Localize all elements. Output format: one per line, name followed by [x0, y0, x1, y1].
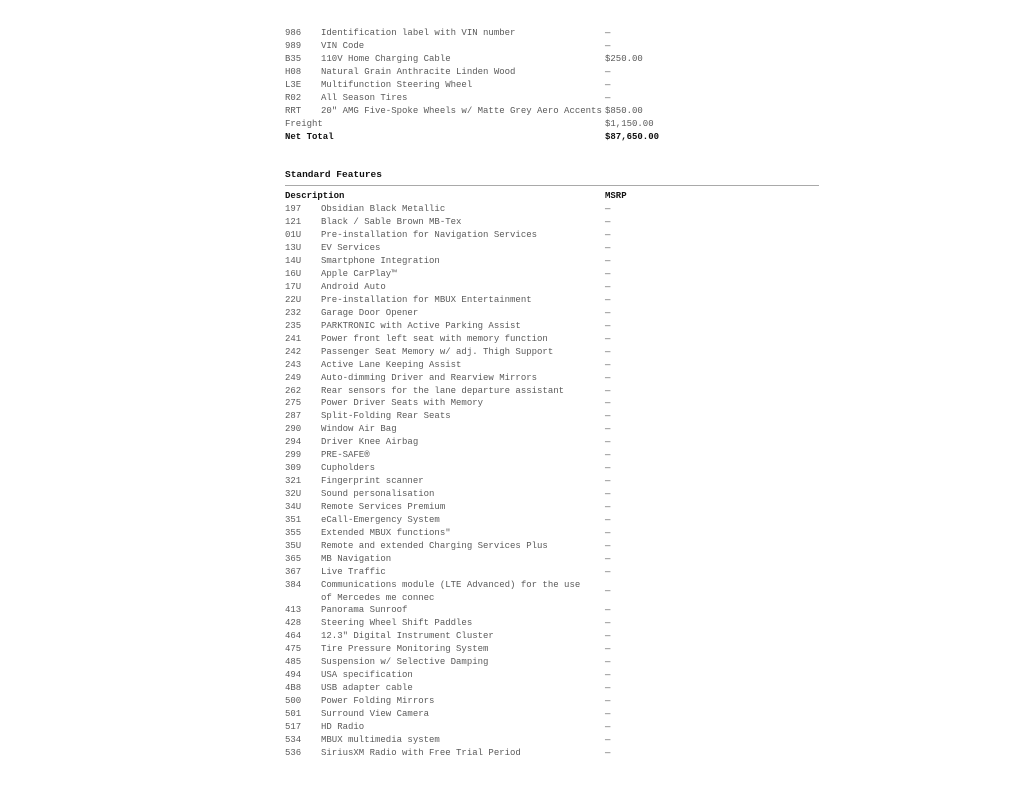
option-code: 34U: [285, 501, 302, 512]
option-msrp: —: [605, 398, 611, 409]
table-row: [285, 242, 819, 255]
table-row: [285, 488, 819, 501]
option-msrp: —: [605, 320, 611, 331]
option-description: USB adapter cable: [321, 683, 413, 694]
table-row: [285, 566, 819, 579]
column-header-description: Description: [285, 191, 345, 202]
option-code: RRT: [285, 105, 302, 116]
table-row: [285, 617, 819, 630]
option-msrp: —: [605, 269, 611, 280]
table-row: [285, 216, 819, 229]
table-row: [285, 475, 819, 488]
table-row: [285, 449, 819, 462]
option-description: Surround View Camera: [321, 708, 430, 719]
table-row: [285, 105, 819, 118]
option-msrp: —: [605, 657, 611, 668]
table-row: [285, 527, 819, 540]
option-msrp: —: [605, 79, 611, 90]
table-row: [285, 229, 819, 242]
option-code: 121: [285, 217, 302, 228]
option-description: Cupholders: [321, 463, 376, 474]
option-description: Power Driver Seats with Memory: [321, 398, 484, 409]
option-code: 986: [285, 28, 302, 38]
option-code: 428: [285, 618, 302, 629]
freight-value: $1,150.00: [605, 118, 654, 129]
option-description: Live Traffic: [321, 566, 386, 577]
option-description: Window Air Bag: [321, 424, 397, 435]
option-description: Passenger Seat Memory w/ adj. Thigh Support: [321, 346, 554, 357]
option-code: 475: [285, 644, 302, 655]
price-sheet: [285, 27, 819, 760]
table-row: [285, 630, 819, 643]
option-description: 110V Home Charging Cable: [321, 53, 451, 64]
option-description: Auto-dimming Driver and Rearview Mirrors: [321, 372, 538, 383]
option-msrp: —: [605, 333, 611, 344]
option-code: 355: [285, 527, 302, 538]
option-description: Sound personalisation: [321, 489, 435, 499]
option-code: 35U: [285, 540, 302, 551]
option-code: 290: [285, 424, 302, 435]
option-code: 14U: [285, 256, 302, 267]
option-msrp: —: [605, 708, 611, 719]
option-msrp: —: [605, 463, 611, 474]
table-row: [285, 92, 819, 105]
option-description: Garage Door Opener: [321, 307, 419, 318]
option-msrp: —: [605, 372, 611, 383]
option-msrp: $250.00: [605, 53, 643, 64]
option-description: MBUX multimedia system: [321, 734, 440, 745]
option-description: HD Radio: [321, 721, 365, 732]
option-code: 351: [285, 514, 302, 525]
option-code: L3E: [285, 79, 302, 90]
table-row: [285, 462, 819, 475]
option-description: Fingerprint scanner: [321, 476, 424, 487]
option-description: Smartphone Integration: [321, 256, 440, 267]
table-row: [285, 320, 819, 333]
table-row: [285, 553, 819, 566]
option-description: 12.3" Digital Instrument Cluster: [321, 631, 494, 642]
option-msrp: —: [605, 683, 611, 694]
option-code: 485: [285, 657, 302, 668]
option-description: Pre-installation for MBUX Entertainment: [321, 294, 532, 305]
option-msrp: —: [605, 385, 611, 396]
option-code: 367: [285, 566, 302, 577]
option-description: MB Navigation: [321, 553, 392, 564]
option-msrp: —: [605, 476, 611, 487]
table-row: [285, 423, 819, 436]
option-description: Black / Sable Brown MB-Tex: [321, 217, 462, 228]
option-code: 197: [285, 204, 302, 215]
table-row: [285, 281, 819, 294]
table-row: [285, 27, 819, 40]
option-msrp: —: [605, 566, 611, 577]
option-msrp: —: [605, 28, 611, 38]
option-description: PARKTRONIC with Active Parking Assist: [321, 320, 521, 331]
option-description: EV Services: [321, 243, 381, 254]
options-list: [285, 27, 819, 118]
option-code: 299: [285, 450, 302, 461]
option-msrp: —: [605, 527, 611, 538]
option-msrp: —: [605, 644, 611, 655]
option-description: Remote Services Premium: [321, 501, 446, 512]
option-description: eCall-Emergency System: [321, 514, 440, 525]
option-code: 275: [285, 398, 302, 409]
option-msrp: —: [605, 437, 611, 448]
option-msrp: —: [605, 217, 611, 228]
table-row: [285, 436, 819, 449]
option-description: Panorama Sunroof: [321, 605, 408, 616]
option-msrp: —: [605, 40, 611, 51]
option-description: Active Lane Keeping Assist: [321, 359, 462, 370]
table-row: [285, 514, 819, 527]
option-code: 17U: [285, 282, 302, 292]
option-code: 365: [285, 553, 302, 564]
option-msrp: —: [605, 696, 611, 707]
table-row: [285, 40, 819, 53]
option-code: 262: [285, 385, 302, 396]
option-code: 242: [285, 346, 302, 357]
option-description: Communications module (LTE Advanced) for the use of Mercedes me connec: [321, 579, 581, 603]
option-code: 243: [285, 359, 302, 370]
table-row: [285, 695, 819, 708]
option-msrp: —: [605, 734, 611, 745]
table-row: [285, 385, 819, 398]
option-msrp: —: [605, 411, 611, 422]
option-msrp: —: [605, 92, 611, 103]
option-code: 01U: [285, 230, 302, 241]
option-msrp: —: [605, 501, 611, 512]
option-code: 249: [285, 372, 302, 383]
freight-label: Freight: [285, 118, 323, 129]
table-row: [285, 501, 819, 514]
option-msrp: —: [605, 346, 611, 357]
option-code: 32U: [285, 489, 302, 499]
option-msrp: —: [605, 66, 611, 77]
table-row: [285, 669, 819, 682]
table-row: [285, 203, 819, 216]
option-msrp: —: [605, 243, 611, 254]
option-code: 989: [285, 40, 302, 51]
option-msrp: —: [605, 540, 611, 551]
option-description: Natural Grain Anthracite Linden Wood: [321, 66, 516, 77]
option-code: R02: [285, 92, 302, 103]
option-msrp: —: [605, 631, 611, 642]
option-description: Tire Pressure Monitoring System: [321, 644, 489, 655]
option-msrp: —: [605, 424, 611, 435]
option-msrp: $850.00: [605, 105, 643, 116]
table-row: [285, 268, 819, 281]
net-total-row: [285, 131, 819, 144]
table-row: [285, 579, 819, 605]
option-description: Android Auto: [321, 282, 386, 292]
option-msrp: —: [605, 282, 611, 292]
option-code: 500: [285, 696, 302, 707]
option-description: Driver Knee Airbag: [321, 437, 419, 448]
option-code: B35: [285, 53, 302, 64]
option-description: Apple CarPlay™: [321, 269, 397, 280]
option-msrp: —: [605, 605, 611, 616]
table-row: [285, 410, 819, 423]
option-msrp: —: [605, 294, 611, 305]
option-msrp: —: [605, 670, 611, 681]
table-row: [285, 734, 819, 747]
table-header: [285, 190, 819, 203]
option-description: Pre-installation for Navigation Services: [321, 230, 538, 241]
option-code: 309: [285, 463, 302, 474]
option-description: USA specification: [321, 670, 413, 681]
option-msrp: —: [605, 307, 611, 318]
option-code: 235: [285, 320, 302, 331]
option-msrp: —: [605, 230, 611, 241]
table-row: [285, 397, 819, 410]
option-code: 494: [285, 670, 302, 681]
option-description: Split-Folding Rear Seats: [321, 411, 451, 422]
standard-features-list: [285, 203, 819, 759]
option-description: Power Folding Mirrors: [321, 696, 435, 707]
option-code: 16U: [285, 269, 302, 280]
table-row: [285, 721, 819, 734]
option-code: 384: [285, 579, 302, 590]
option-code: H08: [285, 66, 302, 77]
option-code: 287: [285, 411, 302, 422]
option-code: 534: [285, 734, 302, 745]
option-msrp: —: [605, 359, 611, 370]
section-divider: [285, 185, 819, 186]
table-row: [285, 346, 819, 359]
option-description: All Season Tires: [321, 92, 408, 103]
net-total-value: $87,650.00: [605, 131, 660, 142]
option-description: SiriusXM Radio with Free Trial Period: [321, 747, 521, 758]
option-description: PRE-SAFE®: [321, 450, 370, 461]
table-row: [285, 540, 819, 553]
standard-features-title: Standard Features: [285, 169, 382, 181]
option-code: 413: [285, 605, 302, 616]
table-row: [285, 53, 819, 66]
option-code: 241: [285, 333, 302, 344]
table-row: [285, 747, 819, 760]
option-description: Extended MBUX functions": [321, 527, 451, 538]
option-description: Multifunction Steering Wheel: [321, 79, 473, 90]
option-code: 464: [285, 631, 302, 642]
option-msrp: —: [605, 256, 611, 267]
option-description: Remote and extended Charging Services Plus: [321, 540, 548, 551]
option-description: 20" AMG Five-Spoke Wheels w/ Matte Grey Aero Accents: [321, 105, 602, 116]
option-code: 321: [285, 476, 302, 487]
table-row: [285, 656, 819, 669]
table-row: [285, 79, 819, 92]
option-description: Obsidian Black Metallic: [321, 204, 446, 215]
option-code: 22U: [285, 294, 302, 305]
option-msrp: —: [605, 747, 611, 758]
option-code: 4B8: [285, 683, 302, 694]
option-msrp: —: [605, 586, 611, 597]
option-msrp: —: [605, 204, 611, 215]
option-code: 501: [285, 708, 302, 719]
table-row: [285, 294, 819, 307]
table-row: [285, 359, 819, 372]
table-row: [285, 708, 819, 721]
option-msrp: —: [605, 514, 611, 525]
table-row: [285, 682, 819, 695]
table-row: [285, 66, 819, 79]
option-msrp: —: [605, 553, 611, 564]
option-code: 294: [285, 437, 302, 448]
option-msrp: —: [605, 618, 611, 629]
option-code: 232: [285, 307, 302, 318]
option-description: Rear sensors for the lane departure assistant: [321, 385, 565, 396]
option-msrp: —: [605, 721, 611, 732]
option-description: VIN Code: [321, 40, 365, 51]
table-row: [285, 604, 819, 617]
option-msrp: —: [605, 489, 611, 499]
table-row: [285, 255, 819, 268]
option-code: 13U: [285, 243, 302, 254]
option-description: Identification label with VIN number: [321, 28, 516, 38]
table-row: [285, 333, 819, 346]
option-code: 536: [285, 747, 302, 758]
option-description: Steering Wheel Shift Paddles: [321, 618, 473, 629]
option-msrp: —: [605, 450, 611, 461]
freight-row: [285, 118, 819, 131]
net-total-label: Net Total: [285, 131, 334, 142]
option-description: Power front left seat with memory function: [321, 333, 548, 344]
column-header-msrp: MSRP: [605, 191, 627, 202]
option-code: 517: [285, 721, 302, 732]
table-row: [285, 307, 819, 320]
option-description: Suspension w/ Selective Damping: [321, 657, 489, 668]
table-row: [285, 643, 819, 656]
table-row: [285, 372, 819, 385]
